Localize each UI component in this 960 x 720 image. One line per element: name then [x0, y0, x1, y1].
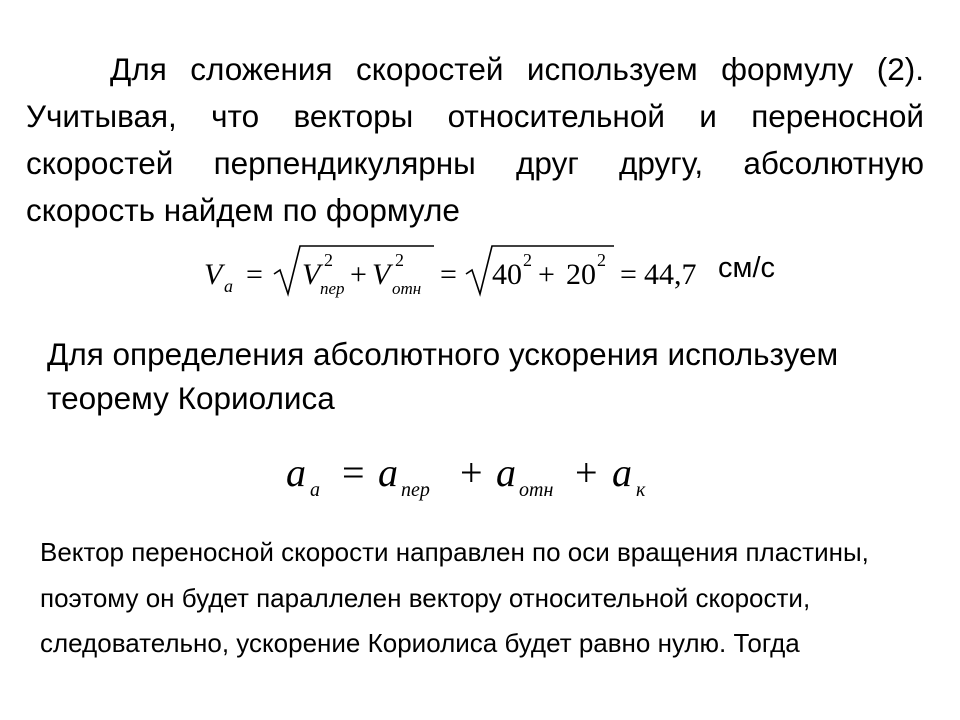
formula2-plus1: + — [460, 450, 483, 495]
formula-absolute-velocity — [200, 240, 720, 304]
paragraph-coriolis-zero — [40, 530, 940, 667]
formula2-plus2: + — [575, 450, 598, 495]
formula-coriolis — [280, 446, 680, 506]
formula1-term1: V — [302, 258, 321, 291]
paragraph-velocity-addition-text: Для сложения скоростей используем формулу (2). Учитывая, что векторы относительной и переносной скоростей перпендикулярны друг другу, абсолютную скорость найдем по формуле — [26, 51, 924, 228]
formula2-sub-otn: отн — [519, 479, 554, 501]
paragraph-coriolis-theorem-text: Для определения абсолютного ускорения используем теорему Кориолиса — [47, 336, 839, 416]
formula2-a4: a — [612, 450, 632, 495]
formula1-term2: V — [372, 258, 391, 291]
formula1-eq: = — [246, 258, 263, 291]
formula2-sub-per: пер — [401, 479, 430, 501]
paragraph-velocity-addition — [26, 46, 924, 234]
formula2-sub-a: а — [310, 479, 320, 501]
paragraph-coriolis-zero-text: Вектор переносной скорости направлен по оси вращения пластины, поэтому он будет параллелен вектору относительной скорости, следовательно, ускорение Кориолиса будет равно нулю. Тогда — [40, 537, 869, 658]
formula1-term1-sup: 2 — [324, 250, 333, 270]
formula1-term1-sub: пер — [320, 279, 345, 298]
formula1-lhs-sub: а — [224, 276, 233, 296]
velocity-unit: см/с — [718, 252, 775, 284]
formula2-a3: a — [496, 450, 516, 495]
formula1-num1: 40 — [492, 258, 522, 291]
formula1-result: 44,7 — [644, 258, 697, 291]
formula1-eq3: = — [620, 258, 637, 291]
formula1-term2-sub: отн — [392, 279, 422, 298]
formula1-plus: + — [350, 258, 367, 291]
formula2-a2: a — [378, 450, 398, 495]
formula1-num1-sup: 2 — [523, 250, 532, 270]
formula2-sub-k: к — [636, 479, 646, 501]
formula2-eq: = — [342, 450, 365, 495]
formula2-a1: a — [286, 450, 306, 495]
formula1-num2: 20 — [566, 258, 596, 291]
paragraph-coriolis-theorem — [47, 332, 867, 420]
formula1-eq2: = — [440, 258, 457, 291]
formula1-term2-sup: 2 — [395, 250, 404, 270]
formula1-num2-sup: 2 — [597, 250, 606, 270]
formula1-lhs: V — [204, 258, 223, 291]
formula1-plus2: + — [538, 258, 555, 291]
